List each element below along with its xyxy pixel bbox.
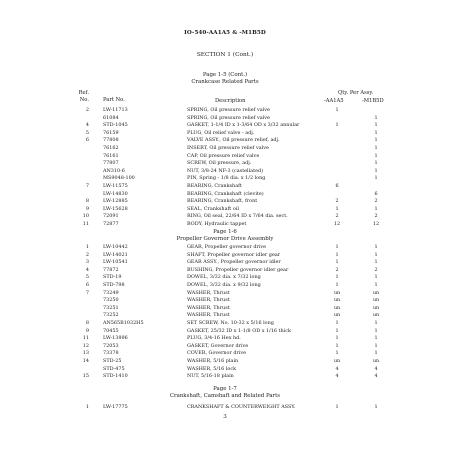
table-row xyxy=(0,366,450,374)
ref-number: 1 xyxy=(85,404,89,410)
part-description: SHAFT, Propeller governor idler gear xyxy=(187,251,281,258)
table-row xyxy=(0,328,450,336)
table-row xyxy=(0,213,450,221)
table-row xyxy=(0,305,450,313)
part-description: CAP, Oil pressure relief valve xyxy=(187,152,260,159)
qty-m1b5d: 1 xyxy=(374,350,378,357)
qty-aa1a5: 1 xyxy=(335,274,339,281)
part-number: LW-14830 xyxy=(103,190,128,197)
part-description: GEAR, Propeller governor drive xyxy=(187,244,267,250)
ref-number: 15 xyxy=(82,373,89,380)
part-no-header: Part No. xyxy=(103,97,125,103)
part-number: 73378 xyxy=(103,350,119,357)
part-number: LW-13896 xyxy=(103,335,128,342)
part-description: SCREW, Oil pressure, adj. xyxy=(187,160,252,167)
qty-aa1a5: 1 xyxy=(335,205,339,212)
qty-per-assy-header: Qty. Per Assy. xyxy=(338,90,374,96)
part-number: 73252 xyxy=(103,312,119,319)
qty-m1b5d: 1 xyxy=(374,259,378,266)
part-number: STD-25 xyxy=(103,358,122,364)
qty-m1b5d: 1 xyxy=(374,404,378,410)
qty-aa1a5: 1 xyxy=(335,342,339,349)
qty-aa1a5: 2 xyxy=(335,198,339,205)
part-description: WASHER, Thrust xyxy=(187,304,230,311)
table-row xyxy=(0,312,450,320)
part-description: WASHER, Thrust xyxy=(187,312,230,319)
qty-aa1a5: un xyxy=(333,312,341,319)
ref-number: 9 xyxy=(85,327,89,334)
qty-aa1a5: 1 xyxy=(335,282,339,288)
qty-m1b5d: 1 xyxy=(374,251,378,258)
part-number: AN310-6 xyxy=(103,167,125,174)
part-number: MS9048-100 xyxy=(103,175,135,182)
qty-m1b5d: 1 xyxy=(374,122,378,129)
part-description: SEAL, Crankshaft oil xyxy=(187,205,239,212)
qty-m1b5d: 1 xyxy=(374,342,378,349)
qty-aa1a5: un xyxy=(333,358,341,364)
qty-aa1a5: 1 xyxy=(335,335,339,342)
section-2-name: Propeller Governor Drive Assembly xyxy=(176,236,274,242)
part-description: GEAR ASSY., Propeller governor idler xyxy=(187,259,281,266)
qty-aa1a5: 1 xyxy=(335,259,339,266)
part-description: BEARING, Crankshaft xyxy=(187,183,242,189)
part-number: LW-10442 xyxy=(103,244,128,250)
part-number: LW-15628 xyxy=(103,205,128,212)
part-number: 72053 xyxy=(103,342,119,349)
table-row xyxy=(0,137,450,145)
ref-number: 2 xyxy=(85,251,89,258)
part-description: WASHER, Thrust xyxy=(187,297,230,304)
qty-m1b5d: 2 xyxy=(374,266,378,273)
ref-number: 13 xyxy=(82,350,89,357)
qty-m1b5d: 1 xyxy=(374,145,378,151)
qty-aa1a5: un xyxy=(333,304,341,311)
part-description: BEARING, Crankshaft, front xyxy=(187,198,258,205)
part-description: WASHER, Thrust xyxy=(187,289,230,296)
part-description: GASKET, 1-1/4 ID x 1-3/64 OD x 3/32 annular xyxy=(187,122,300,129)
part-description: CRANKSHAFT & COUNTERWEIGHT ASSY. xyxy=(187,404,296,410)
table-row xyxy=(0,175,450,183)
ref-header-line2: No. xyxy=(79,97,89,103)
table-row xyxy=(0,183,450,191)
table-row xyxy=(0,320,450,328)
part-number: 72091 xyxy=(103,213,119,220)
qty-m1b5d: un xyxy=(372,297,380,304)
part-number: 73251 xyxy=(103,304,119,311)
ref-number: 11 xyxy=(82,221,89,227)
qty-m1b5d: 2 xyxy=(374,198,378,205)
part-number: 73249 xyxy=(103,289,119,296)
table-row xyxy=(0,335,450,343)
qty-m1b5d: un xyxy=(372,358,380,364)
qty-aa1a5: 1 xyxy=(335,107,339,113)
qty-m1b5d: 1 xyxy=(374,244,378,250)
section-title: SECTION 1 (Cont.) xyxy=(196,52,254,58)
qty-aa1a5: 1 xyxy=(335,350,339,357)
part-description: VALVE ASSY., Oil pressure relief, adj. xyxy=(187,137,280,144)
part-description: BODY, Hydraulic tappet xyxy=(187,221,247,227)
part-number: 77808 xyxy=(103,137,119,144)
part-description: DOWEL, 3/32 dia. x 9/32 long xyxy=(187,282,261,288)
ref-number: 7 xyxy=(85,183,89,189)
section-3-name: Crankshaft, Camshaft and Related Parts xyxy=(169,393,281,399)
qty-aa1a5: 2 xyxy=(335,213,339,220)
table-row xyxy=(0,198,450,206)
part-number: 77807 xyxy=(103,160,119,167)
table-row xyxy=(0,274,450,282)
part-description: WASHER, 5/16 plain xyxy=(187,358,239,364)
document-title: IO-540-AA1A5 & -M1B5D xyxy=(184,30,266,36)
section-1-name: Crankcase Related Parts xyxy=(191,79,259,85)
part-number: LW-11713 xyxy=(103,107,128,113)
part-number: STD-798 xyxy=(103,282,125,288)
table-row xyxy=(0,259,450,267)
ref-number: 10 xyxy=(82,213,89,220)
qty-m1b5d: 6 xyxy=(374,190,378,197)
page-number: 3 xyxy=(223,414,227,420)
qty-m1b5d: 1 xyxy=(374,129,378,136)
table-row xyxy=(0,107,450,115)
part-number: STD-19 xyxy=(103,274,122,281)
table-row xyxy=(0,122,450,130)
qty-m1b5d: 1 xyxy=(374,327,378,334)
table-row xyxy=(0,145,450,153)
qty-m1b5d: 1 xyxy=(374,205,378,212)
part-number: 76162 xyxy=(103,145,119,151)
part-description: PLUG, 3/4-16 Hex hd. xyxy=(187,335,241,342)
part-number: LW-14021 xyxy=(103,251,128,258)
table-row xyxy=(0,373,450,381)
ref-number: 12 xyxy=(82,342,89,349)
qty-aa1a5: 2 xyxy=(335,266,339,273)
qty-m1b5d: 1 xyxy=(374,335,378,342)
section-1-page-label: Page 1-5 (Cont.) xyxy=(202,72,248,78)
qty-aa1a5: 1 xyxy=(335,320,339,326)
table-row xyxy=(0,153,450,161)
part-description: DOWEL, 3/32 dia. x 7/32 long xyxy=(187,274,261,281)
part-number: AN565B1032H5 xyxy=(103,320,144,326)
qty-m1b5d: 1 xyxy=(374,274,378,281)
qty-m1b5d: 1 xyxy=(374,175,378,182)
ref-number: 8 xyxy=(85,198,89,205)
part-number: LW-10541 xyxy=(103,259,128,266)
ref-header-line1: Ref. xyxy=(78,90,89,96)
part-number: STD-1410 xyxy=(103,373,128,380)
qty-m1b5d: 1 xyxy=(374,160,378,167)
table-row xyxy=(0,115,450,123)
qty-m1b5d: un xyxy=(372,289,380,296)
qty-m1b5d: 1 xyxy=(374,320,378,326)
table-row xyxy=(0,130,450,138)
table-row xyxy=(0,168,450,176)
qty-aa1a5: 1 xyxy=(335,327,339,334)
ref-number: 5 xyxy=(85,274,89,281)
table-row xyxy=(0,350,450,358)
part-number: 70455 xyxy=(103,327,119,334)
qty-m1b5d: un xyxy=(372,312,380,319)
qty-aa1a5: 6 xyxy=(335,183,339,189)
description-header: Description xyxy=(215,98,246,104)
ref-number: 4 xyxy=(85,122,89,129)
qty-aa1a5: 12 xyxy=(333,221,341,227)
qty-m1b5d: 1 xyxy=(374,282,378,288)
section-2-page-label: Page 1-6 xyxy=(213,229,237,235)
part-number: STD-1045 xyxy=(103,122,128,129)
ref-number: 3 xyxy=(85,259,89,266)
ref-number: 2 xyxy=(85,107,89,113)
part-description: PLUG, Oil relief valve - adj. xyxy=(187,129,255,136)
table-row xyxy=(0,297,450,305)
part-description: NUT, 5/16-18 plain xyxy=(187,373,234,380)
qty-m1b5d: 4 xyxy=(374,365,378,372)
qty-aa1a5: 1 xyxy=(335,122,339,129)
ref-number: 6 xyxy=(85,137,89,144)
qty-aa1a5: un xyxy=(333,297,341,304)
part-description: WASHER, 5/16 lock xyxy=(187,365,237,372)
part-description: SPRING, Oil pressure relief valve xyxy=(187,107,270,113)
table-row xyxy=(0,221,450,229)
table-row xyxy=(0,282,450,290)
part-number: STD-475 xyxy=(103,365,125,372)
qty-m1b5d: 1 xyxy=(374,114,378,121)
table-row xyxy=(0,191,450,199)
part-description: NUT, 3/8-24 NF-3 (castellated) xyxy=(187,167,263,174)
qty-aa1a5: un xyxy=(333,289,341,296)
qty-m1b5d: un xyxy=(372,304,380,311)
part-description: GASKET, Governor drive xyxy=(187,342,249,349)
part-description: RING, Oil seal, 22/64 ID x 7/64 dia. sect. xyxy=(187,213,288,220)
ref-number: 6 xyxy=(85,282,89,288)
part-description: INSERT, Oil pressure relief valve xyxy=(187,145,269,151)
ref-number: 8 xyxy=(85,320,89,326)
qty-m1b5d: 1 xyxy=(374,137,378,144)
part-description: BEARING, Crankshaft (clevite) xyxy=(187,190,264,197)
table-row xyxy=(0,404,450,412)
qty-m1b5d: 1 xyxy=(374,152,378,159)
part-number: 72877 xyxy=(103,221,119,227)
qty-m1b5d: 1 xyxy=(374,167,378,174)
ref-number: 1 xyxy=(85,244,89,250)
qty-col1-header: -AA1A5 xyxy=(324,98,344,104)
table-row xyxy=(0,290,450,298)
part-description: SET SCREW, No. 10-32 x 5/16 long xyxy=(187,320,274,326)
qty-aa1a5: 4 xyxy=(335,365,339,372)
part-number: 61084 xyxy=(103,114,119,121)
part-description: BUSHING, Propeller governor idler gear xyxy=(187,266,289,273)
part-number: LW-12885 xyxy=(103,198,128,205)
ref-number: 14 xyxy=(82,358,89,364)
table-row xyxy=(0,206,450,214)
qty-m1b5d: 4 xyxy=(374,373,378,380)
ref-number: 9 xyxy=(85,205,89,212)
qty-aa1a5: 4 xyxy=(335,373,339,380)
table-row xyxy=(0,244,450,252)
table-row xyxy=(0,160,450,168)
ref-number: 7 xyxy=(85,289,89,296)
section-3-page-label: Page 1-7 xyxy=(213,386,237,392)
part-description: SPRING, Oil pressure relief valve xyxy=(187,114,270,121)
part-description: PIN, Spring - 1/8 dia. x 1/2 long xyxy=(187,175,266,182)
qty-aa1a5: 1 xyxy=(335,404,339,410)
ref-number: 5 xyxy=(85,129,89,136)
table-row xyxy=(0,358,450,366)
table-row xyxy=(0,252,450,260)
part-description: COVER, Governor drive xyxy=(187,350,247,357)
qty-aa1a5: 1 xyxy=(335,251,339,258)
part-number: LW-11575 xyxy=(103,183,128,189)
part-number: 77872 xyxy=(103,266,119,273)
part-number: 73250 xyxy=(103,297,119,304)
ref-number: 11 xyxy=(82,335,89,342)
part-number: LW-17775 xyxy=(103,404,128,410)
part-number: 76159 xyxy=(103,129,119,136)
qty-aa1a5: 1 xyxy=(335,244,339,250)
table-row xyxy=(0,343,450,351)
table-row xyxy=(0,267,450,275)
qty-m1b5d: 12 xyxy=(372,221,380,227)
qty-m1b5d: 2 xyxy=(374,213,378,220)
part-number: 76161 xyxy=(103,152,119,159)
ref-number: 4 xyxy=(85,266,89,273)
qty-col2-header: -M1B5D xyxy=(362,98,384,104)
part-description: GASKET, 25/32 ID x 1-1/8 OD x 1/16 thick xyxy=(187,327,291,334)
